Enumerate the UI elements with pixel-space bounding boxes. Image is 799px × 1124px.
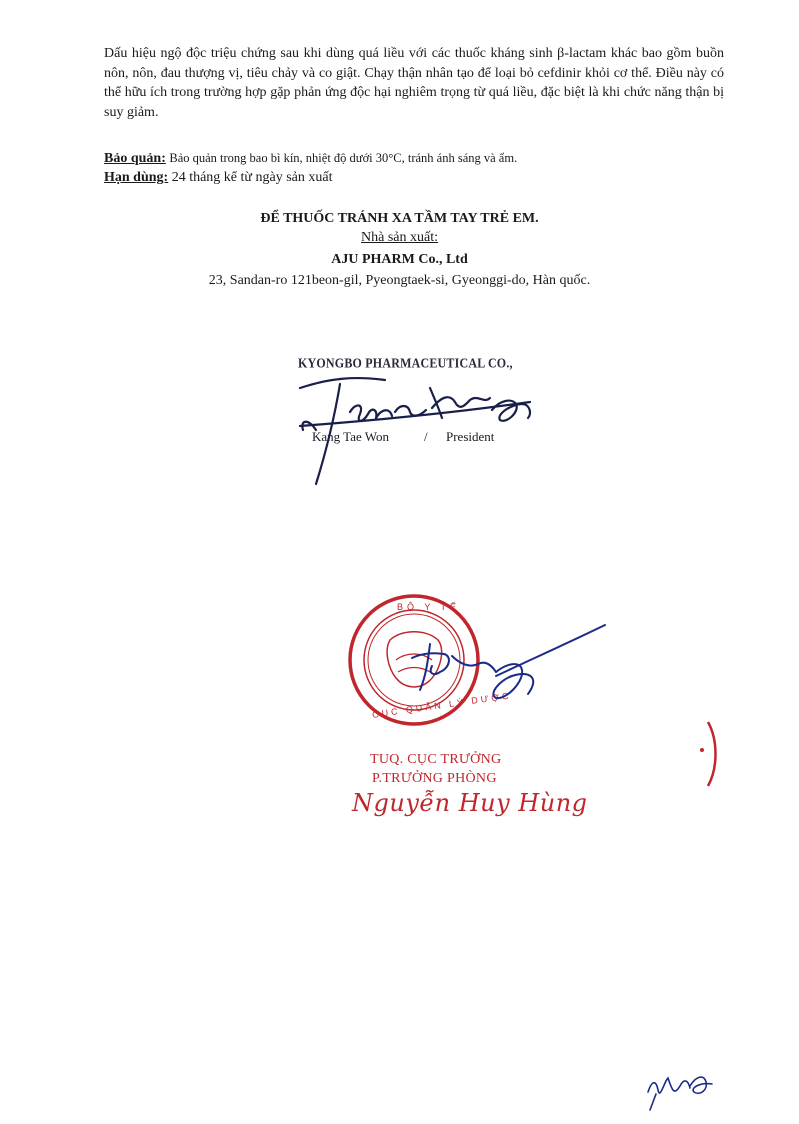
- authority-line-1: TUQ. CỤC TRƯỞNG: [370, 752, 502, 767]
- company-signer: Kang Tae Won: [312, 429, 389, 444]
- manufacturer-name: AJU PHARM Co., Ltd: [331, 252, 468, 267]
- child-warning: ĐỂ THUỐC TRÁNH XA TẦM TAY TRẺ EM.: [260, 211, 539, 226]
- expiry-label: Hạn dùng:: [104, 170, 169, 185]
- stamp-separator: /: [424, 429, 428, 444]
- margin-mark: [708, 722, 716, 786]
- expiry-text: 24 tháng kể từ ngày sản xuất: [171, 170, 333, 185]
- margin-dot: [700, 748, 704, 752]
- company-stamp-name: KYONGBO PHARMACEUTICAL CO.,: [298, 354, 513, 371]
- manufacturer-label: Nhà sản xuất:: [361, 230, 438, 245]
- svg-text:CỤC QUẢN LÝ DƯỢC: CỤC QUẢN LÝ DƯỢC: [371, 690, 513, 720]
- official-signature-name: Nguyễn Huy Hùng: [352, 789, 588, 817]
- manufacturer-address: 23, Sandan-ro 121beon-gil, Pyeongtaek-si, Gyeonggi-do, Hàn quốc.: [208, 273, 591, 288]
- company-signature: [300, 378, 530, 484]
- storage-text: Bảo quản trong bao bì kín, nhiệt độ dưới 30°C, tránh ánh sáng và ẩm.: [169, 151, 518, 165]
- signer-title: President: [446, 429, 495, 444]
- svg-text:BỘ Y TẾ: BỘ Y TẾ: [397, 602, 461, 612]
- initials-mark: [648, 1077, 712, 1110]
- overdose-paragraph: Dấu hiệu ngộ độc triệu chứng sau khi dùng quá liều với các thuốc kháng sinh β-lactam khác bao gồm buồn nôn, nôn, đau thượng vị, tiêu chảy và co giật. Chạy thận nhân tạo để loại bỏ cefdinir khỏi cơ thể. Điều này có thể hữu ích trong trường hợp gặp phản ứng độc hại nghiêm trọng từ quá liều, đặc biệt là khi chức năng thận bị suy giảm.: [104, 46, 724, 120]
- authority-line-2: P.TRƯỞNG PHÒNG: [372, 771, 497, 786]
- storage-label: Bảo quản:: [104, 151, 166, 166]
